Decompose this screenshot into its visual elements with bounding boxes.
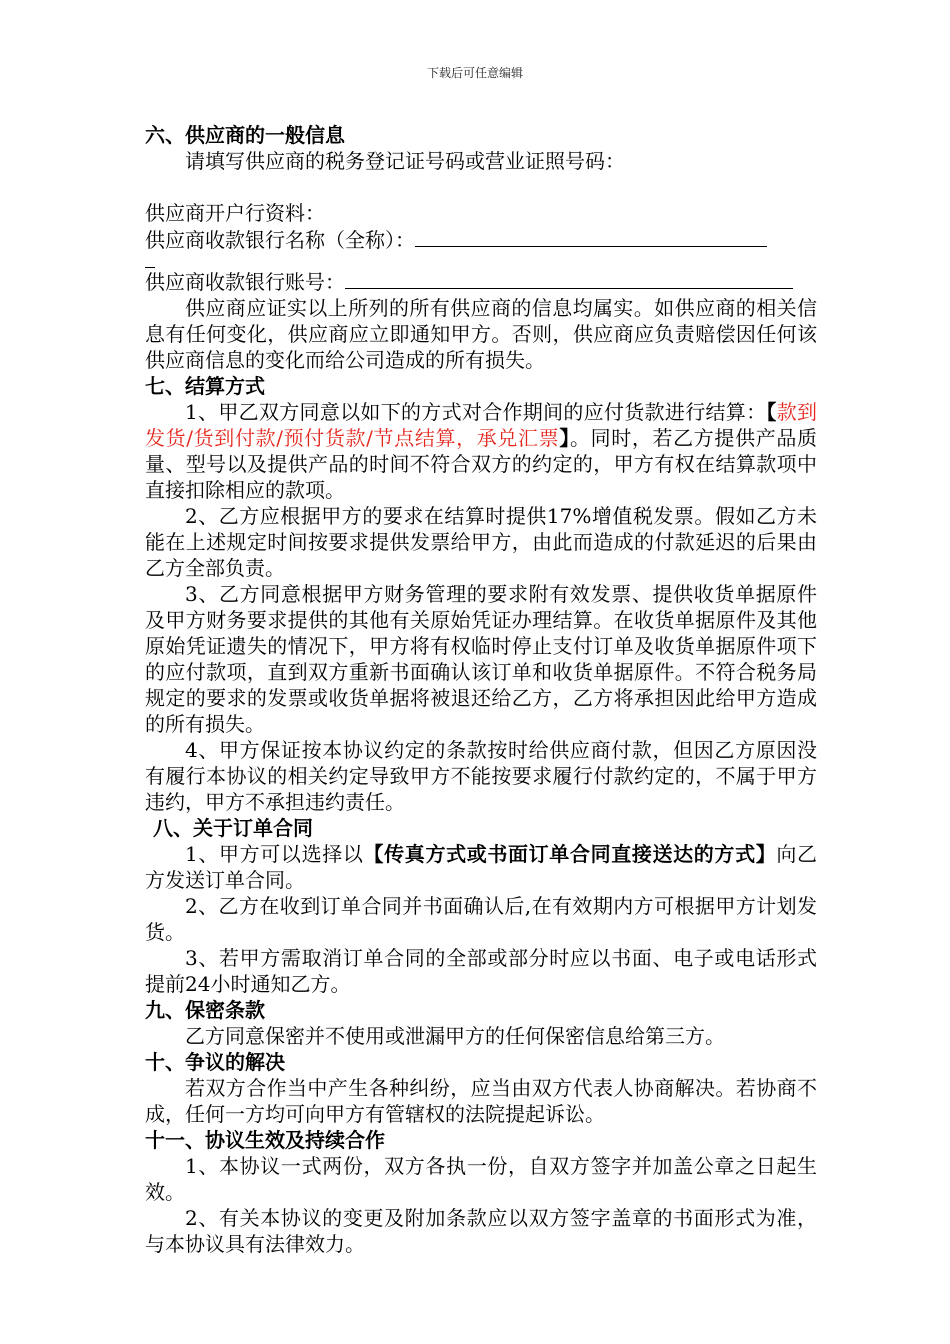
section-10-title: 十、争议的解决 xyxy=(145,1050,285,1074)
bank-account-label: 供应商收款银行账号： xyxy=(145,270,345,294)
bank-name-field-continuation xyxy=(145,253,155,268)
confidentiality-paragraph: 乙方同意保密并不使用或泄漏甲方的任何保密信息给第三方。 xyxy=(185,1024,725,1048)
bank-account-field[interactable] xyxy=(345,268,793,289)
bank-info-label: 供应商开户行资料： xyxy=(145,201,325,225)
blank-line xyxy=(145,174,817,200)
effect-paragraph-2: 2、有关本协议的变更及附加条款应以双方签字盖章的书面形式为准，与本协议具有法律效力。 xyxy=(145,1206,817,1256)
settlement-intro: 1、甲乙双方同意以如下的方式对合作期间的应付货款进行结算： xyxy=(185,400,767,424)
bank-name-field[interactable] xyxy=(415,226,767,247)
settlement-paragraph-2: 2、乙方应根据甲方的要求在结算时提供17%增值税发票。假如乙方未能在上述规定时间按要求提供发票给甲方，由此而造成的付款延迟的后果由乙方全部负责。 xyxy=(145,504,817,580)
bracket-close: 】 xyxy=(559,426,570,450)
settlement-paragraph-4: 4、甲方保证按本协议约定的条款按时给供应商付款，但因乙方原因没有履行本协议的相关约定导致甲方不能按要求履行付款约定的，不属于甲方违约，甲方不承担违约责任。 xyxy=(145,738,817,814)
bank-name-row xyxy=(145,226,817,253)
settlement-paragraph-3: 3、乙方同意根据甲方财务管理的要求附有效发票、提供收货单据原件及甲方财务要求提供的其他有关原始凭证办理结算。在收货单据原件及其他原始凭证遗失的情况下，甲方将有权临时停止支付订单及收货单据原件项下的应付款项，直到双方重新书面确认该订单和收货单据原件。不符合税务局规定的要求的发票或收货单据将被退还给乙方，乙方将承担因此给甲方造成的所有损失。 xyxy=(145,582,817,736)
section-9-title: 九、保密条款 xyxy=(145,998,265,1022)
document-body xyxy=(145,122,817,1257)
order-method: 【传真方式或书面订单合同直接送达的方式】 xyxy=(363,842,777,866)
bank-name-label: 供应商收款银行名称（全称）： xyxy=(145,228,415,252)
settlement-deduction: 。同时，若乙方提供产品质量、型号以及提供产品的时间不符合双方的约定的，甲方有权在结算款项中直接扣除相应的款项。 xyxy=(145,426,817,502)
settlement-options: 款到发货/货到付款/预付货款/节点结算，承兑汇票 xyxy=(145,400,818,450)
order-paragraph-2: 2、乙方在收到订单合同并书面确认后,在有效期内方可根据甲方计划发货。 xyxy=(145,894,817,944)
bracket-open: 【 xyxy=(766,400,777,424)
bank-account-row xyxy=(145,268,817,295)
order-send: 向乙方发送订单合同。 xyxy=(145,842,818,892)
supplier-confirm-paragraph: 供应商应证实以上所列的所有供应商的信息均属实。如供应商的相关信息有任何变化，供应商应立即通知甲方。否则，供应商应负责赔偿因任何该供应商信息的变化而给公司造成的所有损失。 xyxy=(145,296,817,372)
dispute-paragraph: 若双方合作当中产生各种纠纷，应当由双方代表人协商解决。若协商不成，任何一方均可向甲方有管辖权的法院提起诉讼。 xyxy=(145,1076,817,1126)
settlement-paragraph-1 xyxy=(145,399,817,503)
page-header: 下载后可任意编辑 xyxy=(426,66,523,80)
order-paragraph-1 xyxy=(145,841,817,893)
section-6-title: 六、供应商的一般信息 xyxy=(145,123,345,147)
section-8-title: 八、关于订单合同 xyxy=(153,816,313,840)
section-11-title: 十一、协议生效及持续合作 xyxy=(145,1128,385,1152)
effect-paragraph-1: 1、本协议一式两份，双方各执一份，自双方签字并加盖公章之日起生效。 xyxy=(145,1154,817,1204)
section-7-title: 七、结算方式 xyxy=(145,374,265,398)
tax-number-line: 请填写供应商的税务登记证号码或营业证照号码： xyxy=(185,149,625,173)
order-paragraph-3: 3、若甲方需取消订单合同的全部或部分时应以书面、电子或电话形式提前24小时通知乙方。 xyxy=(145,946,817,996)
order-intro: 1、甲方可以选择以 xyxy=(185,842,364,866)
